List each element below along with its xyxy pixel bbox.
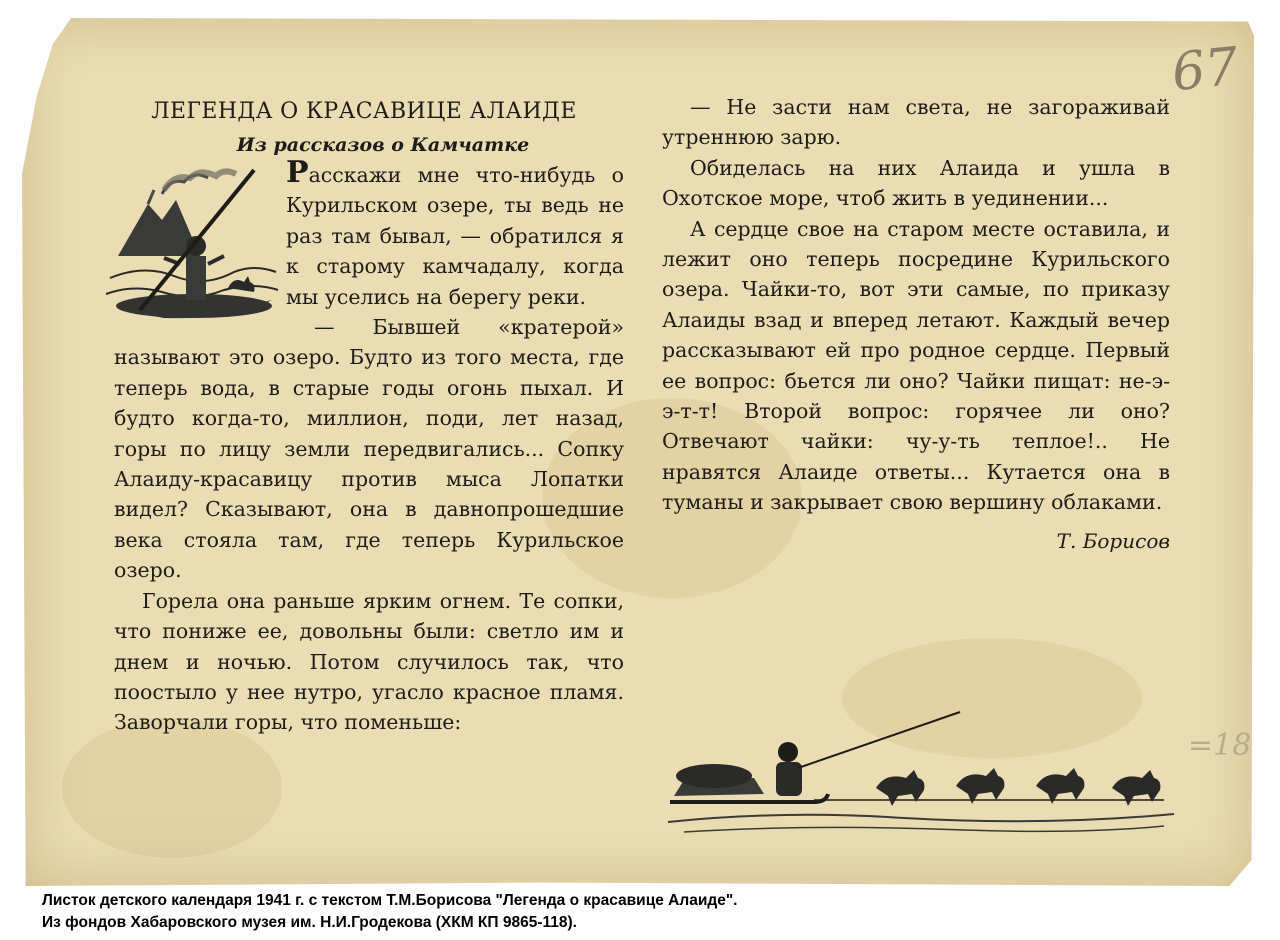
article-subtitle: Из рассказов о Камчатке [236, 134, 530, 156]
caption-line: Листок детского календаря 1941 г. с текстом Т.М.Борисова "Легенда о красавице Алаиде". [42, 892, 738, 909]
paragraph-text: асскажи мне что-нибудь о Курильском озере, ты ведь не раз там бывал, — обратился я к старому камчадалу, когда мы уселись на берегу реки. [286, 163, 624, 309]
dog-sled-illustration [664, 706, 1178, 838]
pencil-mark: =18 [1188, 728, 1252, 763]
author-signature: Т. Борисов [1056, 528, 1170, 553]
dropcap-letter: Р [286, 155, 309, 190]
paper-stain [62, 718, 282, 858]
caption-line: Из фондов Хабаровского музея им. Н.И.Гродекова (ХКМ КП 9865-118). [42, 914, 577, 931]
image-caption [42, 890, 737, 934]
right-column [662, 92, 1170, 556]
paragraph-text: А сердце свое на старом месте оставила, и лежит оно теперь посредине Курильского озера. Чайки-то, вот эти самые, по приказу Алаиды взад и вперед летают. Каждый вечер рассказывают ей про родное сердце. Первый ее вопрос: бьется ли оно? Чайки пищат: не-э-э-т-т! Второй вопрос: горячее ли оно? Отвечают чайки: чу-у-ть теплое!.. Не нравятся Алаиде ответы... Кутается она в туманы и закрывает свою вершину облаками. [662, 216, 1170, 515]
paragraph-text: Горела она раньше ярким огнем. Те сопки, что пониже ее, довольны были: светло им и днем и ночью. Потом случилось так, что поостыло у нее нутро, угасло красное пламя. Заворчали горы, что поменьше: [114, 588, 624, 735]
kayak-hunter-illustration [104, 160, 280, 322]
paragraph-text: Обиделась на них Алаида и ушла в Охотское море, чтоб жить в уединении... [662, 155, 1170, 211]
archive-number: 67 [1169, 36, 1242, 104]
left-column [114, 92, 624, 738]
paragraph-text: — Бывшей «кратерой» называют это озеро. Будто из того места, где теперь вода, в старые годы огонь пыхал. И будто когда-то, миллион, поди, лет назад, горы по лицу земли передвигались... Сопку Алаиду-красавицу против мыса Лопатки видел? Сказывают, она в давнопрошедшие века стояла там, где теперь Курильское озеро. [114, 315, 624, 583]
article-title: ЛЕГЕНДА О КРАСАВИЦЕ АЛАИДЕ [151, 99, 577, 124]
paragraph-text: — Не засти нам света, не загораживай утреннюю зарю. [662, 95, 1170, 150]
